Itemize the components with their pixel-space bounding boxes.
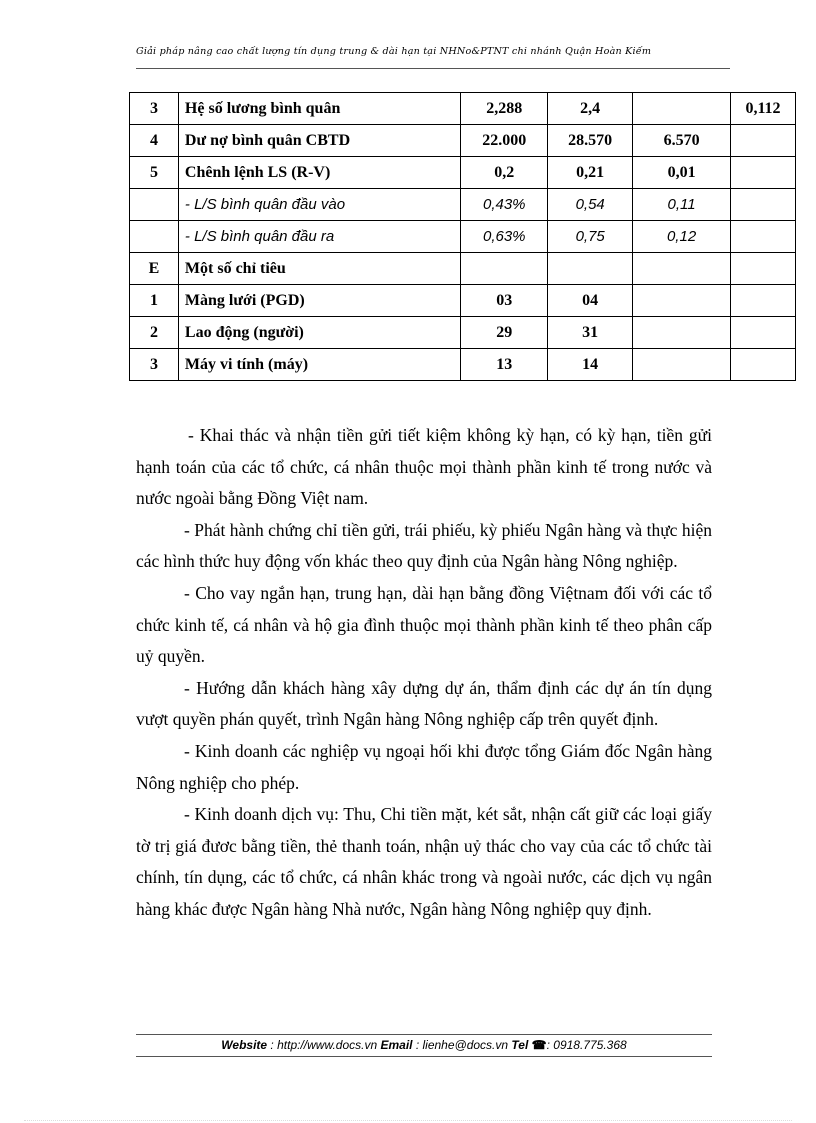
table-cell-name: Một số chỉ tiêu (178, 253, 460, 285)
table-cell-v3: 0,01 (633, 157, 731, 189)
table-cell-v3 (633, 349, 731, 381)
table-cell-no: 3 (130, 349, 179, 381)
header-divider (136, 68, 730, 69)
table-cell-v4 (731, 349, 796, 381)
table-cell-v2: 0,75 (548, 221, 633, 253)
table-cell-v2: 04 (548, 285, 633, 317)
table-cell-v4 (731, 125, 796, 157)
table-cell-v1: 13 (461, 349, 548, 381)
table-cell-v4 (731, 285, 796, 317)
table-cell-no: 5 (130, 157, 179, 189)
website-label: Website (221, 1038, 268, 1052)
table-cell-v3: 0,11 (633, 189, 731, 221)
paragraph: - Phát hành chứng chỉ tiền gửi, trái phiếu, kỳ phiếu Ngân hàng và thực hiện các hình thức huy động vốn khác theo quy định của Ngân hàng Nông nghiệp. (136, 519, 712, 572)
table-cell-no: 1 (130, 285, 179, 317)
footer-divider-bottom (136, 1056, 712, 1057)
email-label: Email (380, 1038, 413, 1052)
table-cell-no: 3 (130, 93, 179, 125)
table-cell-v1: 0,63% (461, 221, 548, 253)
table-cell-v2: 0,21 (548, 157, 633, 189)
table-cell-v3 (633, 93, 731, 125)
table-cell-name: Lao động (người) (178, 317, 460, 349)
table-cell-v3: 0,12 (633, 221, 731, 253)
table-cell-v2: 2,4 (548, 93, 633, 125)
table-cell-v2: 31 (548, 317, 633, 349)
table-cell-name: Máy vi tính (máy) (178, 349, 460, 381)
table-cell-v4 (731, 189, 796, 221)
running-header: Giải pháp nâng cao chất lượng tín dụng trung & dài hạn tại NHNo&PTNT chi nhánh Quận Hoàn Kiếm (136, 46, 652, 57)
paragraph: - Kinh doanh dịch vụ: Thu, Chi tiền mặt, két sắt, nhận cất giữ các loại giấy tờ trị giá đươc bằng tiền, thẻ thanh toán, nhận uỷ thác cho vay của các tổ chức tài chính, tín dụng, các tổ chức, cá nhân khác trong và ngoài nước, các dịch vụ ngân hàng khác được Ngân hàng Nhà nước, Ngân hàng Nông nghiệp quy định. (136, 804, 712, 919)
phone-icon: ☎ (531, 1038, 547, 1052)
page-edge (24, 1120, 792, 1121)
table-cell-no (130, 189, 179, 221)
table-cell-name: - L/S bình quân đầu ra (178, 221, 460, 253)
table-cell-v3: 6.570 (633, 125, 731, 157)
email-link[interactable]: : lienhe@docs.vn (412, 1038, 512, 1052)
table-row (130, 221, 796, 253)
paragraph: - Hướng dẫn khách hàng xây dựng dự án, thẩm định các dự án tín dụng vượt quyền phán quyết, trình Ngân hàng Nông nghiệp cấp trên quyết định. (136, 677, 712, 730)
table-cell-v2: 14 (548, 349, 633, 381)
table-cell-v3 (633, 253, 731, 285)
table-cell-v1: 2,288 (461, 93, 548, 125)
table-cell-name: - L/S bình quân đầu vào (178, 189, 460, 221)
footer-divider-top (136, 1034, 712, 1035)
statistics-table (129, 92, 796, 381)
paragraph: - Kinh doanh các nghiệp vụ ngoại hối khi được tổng Giám đốc Ngân hàng Nông nghiệp cho phép. (136, 740, 712, 793)
table-cell-no: 2 (130, 317, 179, 349)
table-row (130, 93, 796, 125)
table-row (130, 317, 796, 349)
table-cell-v4: 0,112 (731, 93, 796, 125)
website-link[interactable]: : http://www.docs.vn (267, 1038, 381, 1052)
table-row (130, 189, 796, 221)
table-cell-name: Dư nợ bình quân CBTD (178, 125, 460, 157)
table-row (130, 349, 796, 381)
table-cell-v1: 0,2 (461, 157, 548, 189)
table-row (130, 157, 796, 189)
tel-label: Tel (511, 1038, 529, 1052)
table-cell-no: 4 (130, 125, 179, 157)
table-cell-no: E (130, 253, 179, 285)
phone-number: : 0918.775.368 (546, 1038, 627, 1052)
table-cell-v2: 0,54 (548, 189, 633, 221)
table-cell-v2 (548, 253, 633, 285)
paragraph: - Khai thác và nhận tiền gửi tiết kiệm không kỳ hạn, có kỳ hạn, tiền gửi hạnh toán của các tổ chức, cá nhân thuộc mọi thành phần kinh tế trong nước và nước ngoài bằng Đồng Việt nam. (136, 425, 712, 509)
table-cell-no (130, 221, 179, 253)
paragraph: - Cho vay ngắn hạn, trung hạn, dài hạn bằng đồng Việtnam đối với các tổ chức kinh tế, cá nhân và hộ gia đình thuộc mọi thành phần kinh tế theo phân cấp uỷ quyền. (136, 582, 712, 667)
table-cell-name: Chênh lệnh LS (R-V) (178, 157, 460, 189)
table-cell-v1: 0,43% (461, 189, 548, 221)
table-cell-v1: 22.000 (461, 125, 548, 157)
table-cell-v2: 28.570 (548, 125, 633, 157)
table-cell-name: Màng lưới (PGD) (178, 285, 460, 317)
table-row (130, 285, 796, 317)
table-cell-name: Hệ số lương bình quân (178, 93, 460, 125)
table-cell-v4 (731, 253, 796, 285)
body-text (136, 420, 712, 926)
table-cell-v4 (731, 317, 796, 349)
table-cell-v4 (731, 221, 796, 253)
table-row (130, 125, 796, 157)
table-cell-v1 (461, 253, 548, 285)
table-cell-v1: 29 (461, 317, 548, 349)
table-row (130, 253, 796, 285)
table-cell-v3 (633, 285, 731, 317)
page-footer (136, 1038, 712, 1052)
table-cell-v4 (731, 157, 796, 189)
table-cell-v1: 03 (461, 285, 548, 317)
table-cell-v3 (633, 317, 731, 349)
